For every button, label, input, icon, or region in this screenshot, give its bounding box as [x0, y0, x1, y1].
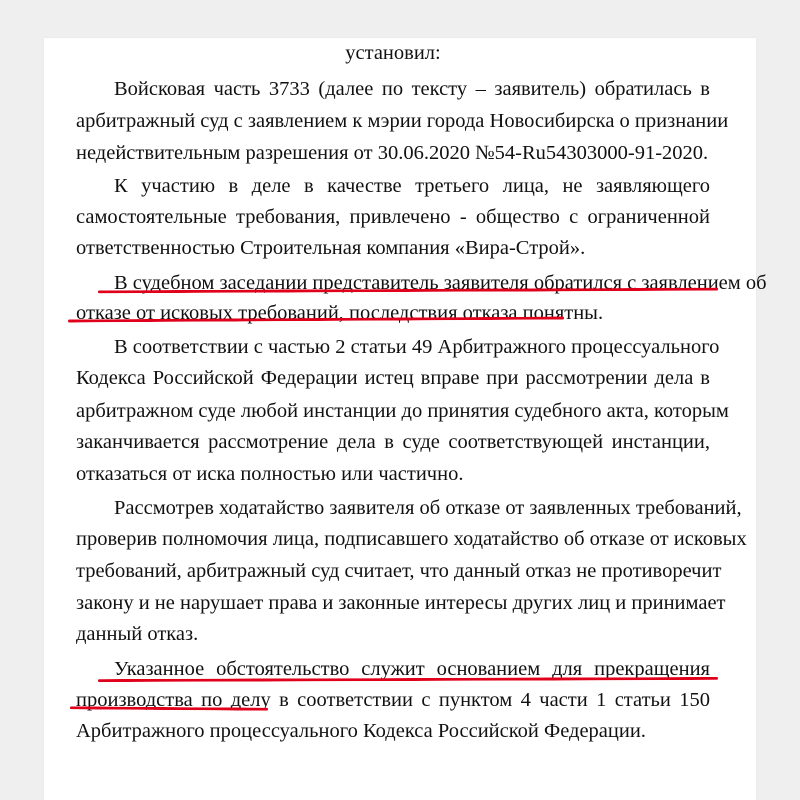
text-line: недействительным разрешения от 30.06.2020 №54-Ru54303000-91-2020.	[76, 142, 709, 164]
text-line-highlighted: В судебном заседании представитель заявителя обратился с заявлением об	[114, 272, 767, 294]
text-line: арбитражном суде любой инстанции до принятия судебного акта, которым	[76, 400, 729, 422]
text-line: данный отказ.	[76, 623, 199, 645]
text-line: проверив полномочия лица, подписавшего ходатайство об отказе от исковых	[76, 528, 747, 550]
text-line: заканчивается рассмотрение дела в суде соответствующей инстанции,	[76, 431, 710, 453]
section-heading: установил:	[345, 42, 441, 64]
text-line: арбитражный суд с заявлением к мэрии города Новосибирска о признании	[76, 110, 729, 132]
text-line: Арбитражного процессуального Кодекса Российской Федерации.	[76, 720, 646, 742]
text-line-highlighted: Указанное обстоятельство служит основанием для прекращения	[114, 658, 710, 680]
text-line-highlighted: производства по делу в соответствии с пунктом 4 части 1 статьи 150	[76, 689, 710, 711]
text-line: К участию в деле в качестве третьего лица, не заявляющего	[114, 175, 710, 197]
text-line: Рассмотрев ходатайство заявителя об отказе от заявленных требований,	[114, 497, 742, 519]
text-line: Кодекса Российской Федерации истец вправе при рассмотрении дела в	[76, 367, 710, 389]
text-line: требований, арбитражный суд считает, что данный отказ не противоречит	[76, 560, 722, 582]
text-line: самостоятельные требования, привлечено - общество с ограниченной	[76, 206, 710, 228]
text-line: отказаться от иска полностью или частично.	[76, 463, 464, 485]
text-line: закону и не нарушает права и законные интересы других лиц и принимает	[76, 592, 726, 614]
text-line-highlighted: отказе от исковых требований, последствия отказа понятны.	[76, 302, 604, 324]
text-line: Войсковая часть 3733 (далее по тексту – заявитель) обратилась в	[114, 78, 710, 100]
text-line: В соответствии с частью 2 статьи 49 Арбитражного процессуального	[114, 336, 720, 358]
text-line: ответственностью Строительная компания «Вира-Строй».	[76, 237, 586, 259]
